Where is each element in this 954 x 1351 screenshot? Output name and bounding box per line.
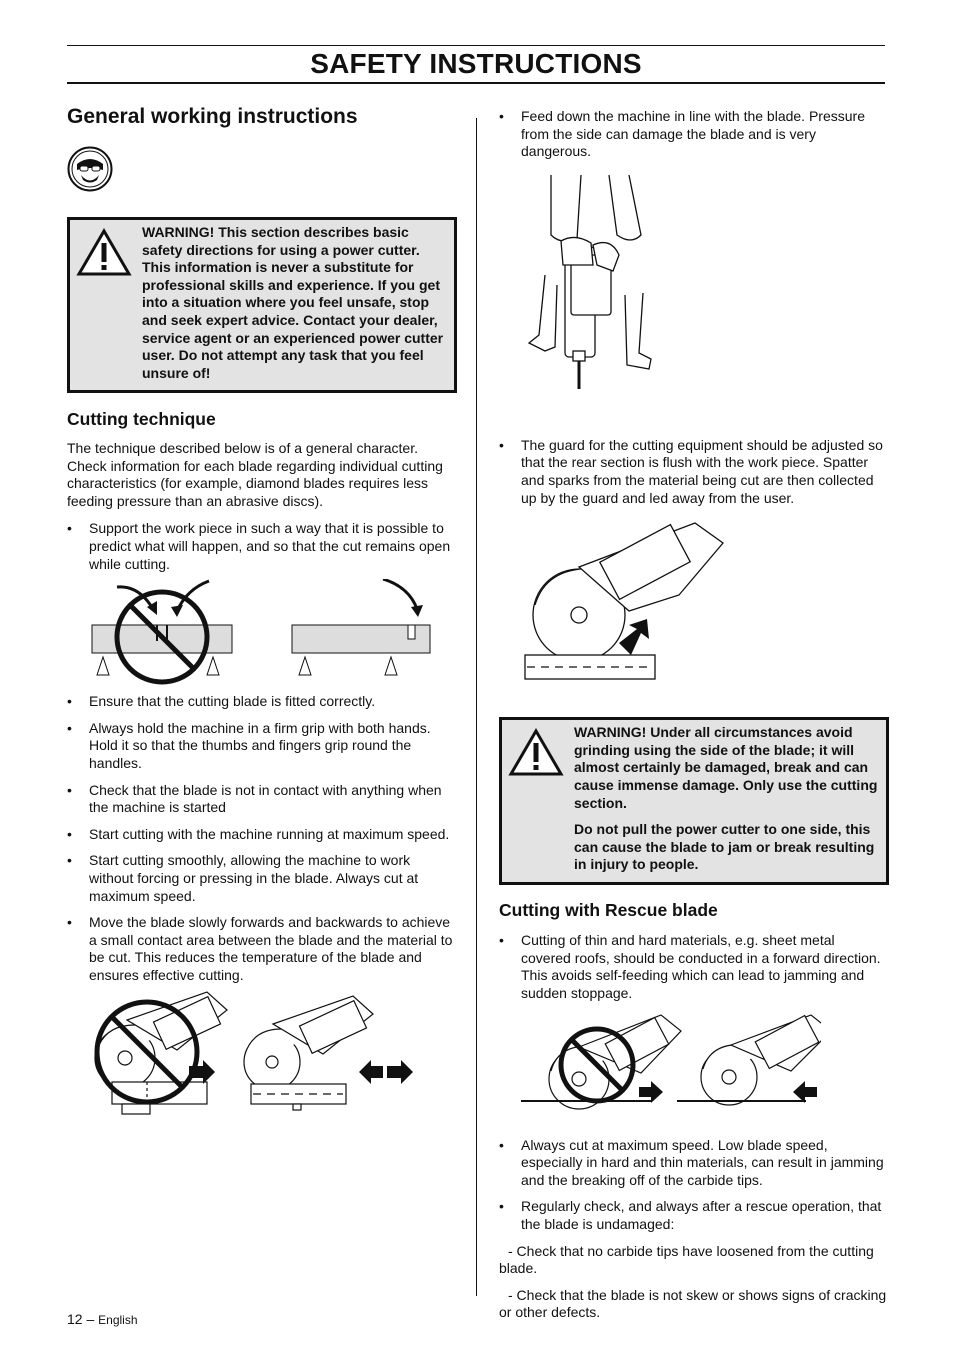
warning-text: WARNING! This section describes basic safety directions for using a power cutter. This information is never a substitute for professional skills and experience. If you get into a situation where you feel unsafe, stop and seek expert advice. Contact your dealer, service agent or an experienced power cutter user. Do not attempt any task that you feel unsure of! xyxy=(142,224,444,381)
right-column xyxy=(499,108,887,1322)
technique-list xyxy=(67,693,457,984)
page-header xyxy=(67,45,885,84)
list-item: • Support the work piece in such a way that it is possible to predict what will happen, and so that the cut remains open while cutting. xyxy=(67,520,457,573)
check-skew: - Check that the blade is not skew or shows signs of cracking or other defects. xyxy=(499,1286,887,1321)
section-title: General working instructions xyxy=(67,105,358,128)
feed-list xyxy=(499,108,887,161)
warning-box-grinding xyxy=(499,717,889,885)
guard-list xyxy=(499,437,887,507)
list-item: • Start cutting with the machine running at maximum speed. xyxy=(67,826,457,844)
cutting-technique-title: Cutting technique xyxy=(67,409,216,429)
cutting-technique-intro: The technique described below is of a general character. Check information for each blade regarding individual cutting characteristics (for example, diamond blades requires less feeding pressure than an abrasive discs). xyxy=(67,440,443,509)
page-number: 12 – xyxy=(67,1311,95,1327)
feed-down-figure xyxy=(521,175,661,395)
list-item: • The guard for the cutting equipment should be adjusted so that the rear section is flush with the work piece. Spatter and sparks from the material being cut are then collected up by the guard and led away from the user. xyxy=(499,437,887,507)
rescue-blade-title: Cutting with Rescue blade xyxy=(499,900,718,921)
warning-triangle-icon xyxy=(76,228,132,283)
warning-text: WARNING! Under all circumstances avoid grinding using the side of the blade; it will almost certainly be damaged, break and can cause immense damage. Only use the cutting section. xyxy=(574,724,878,811)
warning-triangle-icon xyxy=(508,728,564,783)
column-divider xyxy=(476,118,477,1296)
list-item: • Check that the blade is not in contact with anything when the machine is started xyxy=(67,782,457,817)
left-column xyxy=(67,104,457,1125)
face-protection-icon xyxy=(67,146,457,197)
rescue-list xyxy=(499,932,887,1002)
support-list xyxy=(67,520,457,573)
blade-motion-figure xyxy=(87,990,427,1125)
page-title: SAFETY INSTRUCTIONS xyxy=(310,48,642,79)
list-item: • Always hold the machine in a firm grip with both hands. Hold it so that the thumbs and fingers grip round the handles. xyxy=(67,720,457,773)
speed-list xyxy=(499,1137,887,1234)
guard-adjustment-figure xyxy=(519,515,739,695)
check-tips: - Check that no carbide tips have loosened from the cutting blade. xyxy=(499,1242,874,1277)
warning-text-2: Do not pull the power cutter to one side, this can cause the blade to jam or break resulting in injury to people. xyxy=(574,821,875,873)
support-work-piece-figure xyxy=(87,579,457,689)
warning-box xyxy=(67,217,457,393)
list-item: • Always cut at maximum speed. Low blade speed, especially in hard and thin materials, can result in jamming and the breaking off of the carbide tips. xyxy=(499,1137,887,1190)
rescue-blade-figure xyxy=(521,1011,821,1119)
list-item: • Feed down the machine in line with the blade. Pressure from the side can damage the blade and is very dangerous. xyxy=(499,108,887,161)
language-label: English xyxy=(98,1313,138,1327)
page-footer xyxy=(67,1311,138,1327)
list-item: • Ensure that the cutting blade is fitted correctly. xyxy=(67,693,457,711)
list-item: • Start cutting smoothly, allowing the machine to work without forcing or pressing in the blade. Always cut at maximum speed. xyxy=(67,852,457,905)
list-item: • Move the blade slowly forwards and backwards to achieve a small contact area between the blade and the material to be cut. This reduces the temperature of the blade and ensures effective cutting. xyxy=(67,914,457,984)
list-item: • Cutting of thin and hard materials, e.g. sheet metal covered roofs, should be conducted in a forward direction. This avoids self-feeding which can lead to jamming and sudden stoppage. xyxy=(499,932,887,1002)
list-item: • Regularly check, and always after a rescue operation, that the blade is undamaged: xyxy=(499,1198,887,1233)
